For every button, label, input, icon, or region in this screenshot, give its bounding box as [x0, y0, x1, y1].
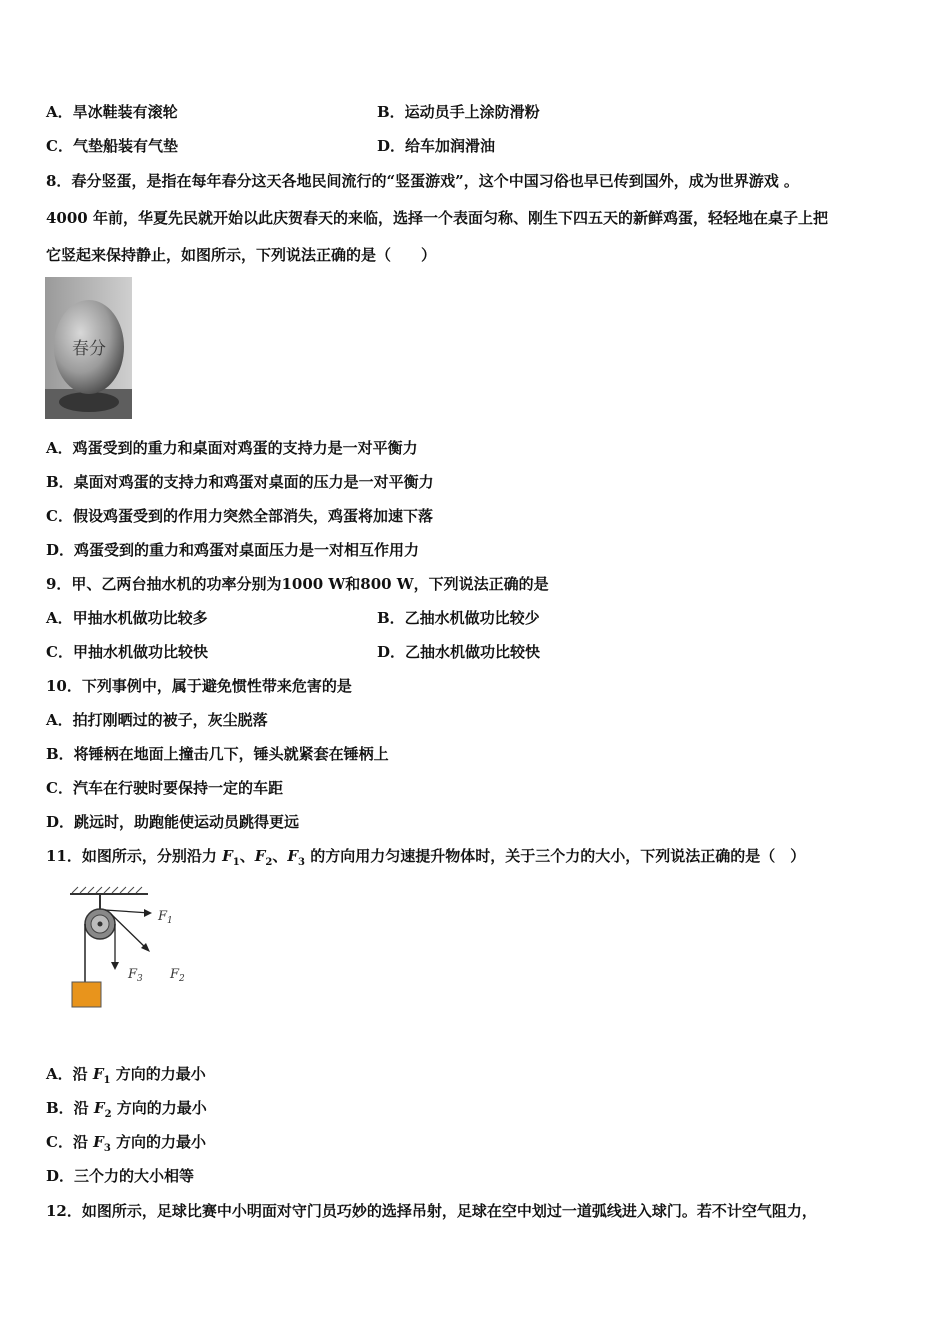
force-symbol: F — [222, 847, 233, 865]
q10-option-c: C．汽车在行驶时要保持一定的车距 — [46, 779, 283, 797]
q7-option-c: C．气垫船装有气垫 — [46, 137, 178, 155]
q9-stem: 9．甲、乙两台抽水机的功率分别为1000 W和800 W，下列说法正确的是 — [46, 575, 549, 593]
q10-option-b: B．将锤柄在地面上撞击几下，锤头就紧套在锤柄上 — [46, 745, 389, 763]
force-symbol: F — [287, 847, 299, 865]
subscript: 2 — [265, 857, 273, 868]
q11-option-b: B．沿 $F_2$ 方向的力最小 — [46, 1099, 207, 1120]
f3-label: $F_3$ — [128, 967, 143, 984]
q8-stem-line-3: 它竖起来保持静止，如图所示，下列说法正确的是（ ） — [46, 246, 437, 264]
q10-stem: 10．下列事例中，属于避免惯性带来危害的是 — [46, 677, 352, 695]
q8-option-d: D．鸡蛋受到的重力和鸡蛋对桌面压力是一对相互作用力 — [46, 541, 420, 559]
q11-stem-start: 11．如图所示，分别沿力 — [46, 847, 223, 865]
q7-option-b: B．运动员手上涂防滑粉 — [377, 103, 540, 121]
separator: 、 — [272, 847, 288, 865]
f2-label: $F_2$ — [170, 967, 185, 984]
q11-stem-end: 的方向用力匀速提升物体时，关于三个力的大小，下列说法正确的是（ ） — [305, 847, 806, 865]
q8-option-c: C．假设鸡蛋受到的作用力突然全部消失，鸡蛋将加速下落 — [46, 507, 433, 525]
egg-text: 春分 — [72, 339, 106, 359]
q8-option-b: B．桌面对鸡蛋的支持力和鸡蛋对桌面的压力是一对平衡力 — [46, 473, 434, 491]
q9-option-c: C．甲抽水机做功比较快 — [46, 643, 208, 661]
q10-option-a: A．拍打刚晒过的被子，灰尘脱落 — [46, 711, 268, 729]
q7-option-d: D．给车加润滑油 — [377, 137, 496, 155]
q9-option-b: B．乙抽水机做功比较少 — [377, 609, 540, 627]
q11-stem — [46, 846, 805, 873]
q8-stem-line-2: 4000 年前，华夏先民就开始以此庆贺春天的来临，选择一个表面匀称、刚生下四五天的新鲜鸡蛋，轻轻地在桌子上把 — [46, 209, 828, 227]
subscript: 1 — [232, 857, 240, 868]
separator: 、 — [239, 847, 255, 865]
q8-stem-line-1: 8．春分竖蛋，是指在每年春分这天各地民间流行的“竖蛋游戏”，这个中国习俗也早已传到国外，成为世界游戏 。 — [46, 172, 799, 190]
force-symbol: F — [254, 847, 266, 865]
q10-option-d: D．跳远时，助跑能使运动员跳得更远 — [46, 813, 300, 831]
q9-option-a: A．甲抽水机做功比较多 — [46, 609, 208, 627]
egg-photo — [45, 277, 132, 419]
q8-option-a: A．鸡蛋受到的重力和桌面对鸡蛋的支持力是一对平衡力 — [46, 439, 418, 457]
q12-stem: 12．如图所示，足球比赛中小明面对守门员巧妙的选择吊射，足球在空中划过一道弧线进入球门。若不计空气阻力， — [46, 1202, 817, 1220]
q11-option-c: C．沿 $F_3$ 方向的力最小 — [46, 1133, 207, 1154]
subscript: 3 — [298, 857, 306, 868]
q7-option-a: A．旱冰鞋装有滚轮 — [46, 103, 178, 121]
q11-option-d: D．三个力的大小相等 — [46, 1167, 195, 1185]
f1-label: $F_1$ — [158, 909, 173, 926]
pulley-diagram — [60, 884, 200, 1014]
q11-option-a: A．沿 $F_1$ 方向的力最小 — [46, 1065, 206, 1086]
q9-option-d: D．乙抽水机做功比较快 — [377, 643, 541, 661]
